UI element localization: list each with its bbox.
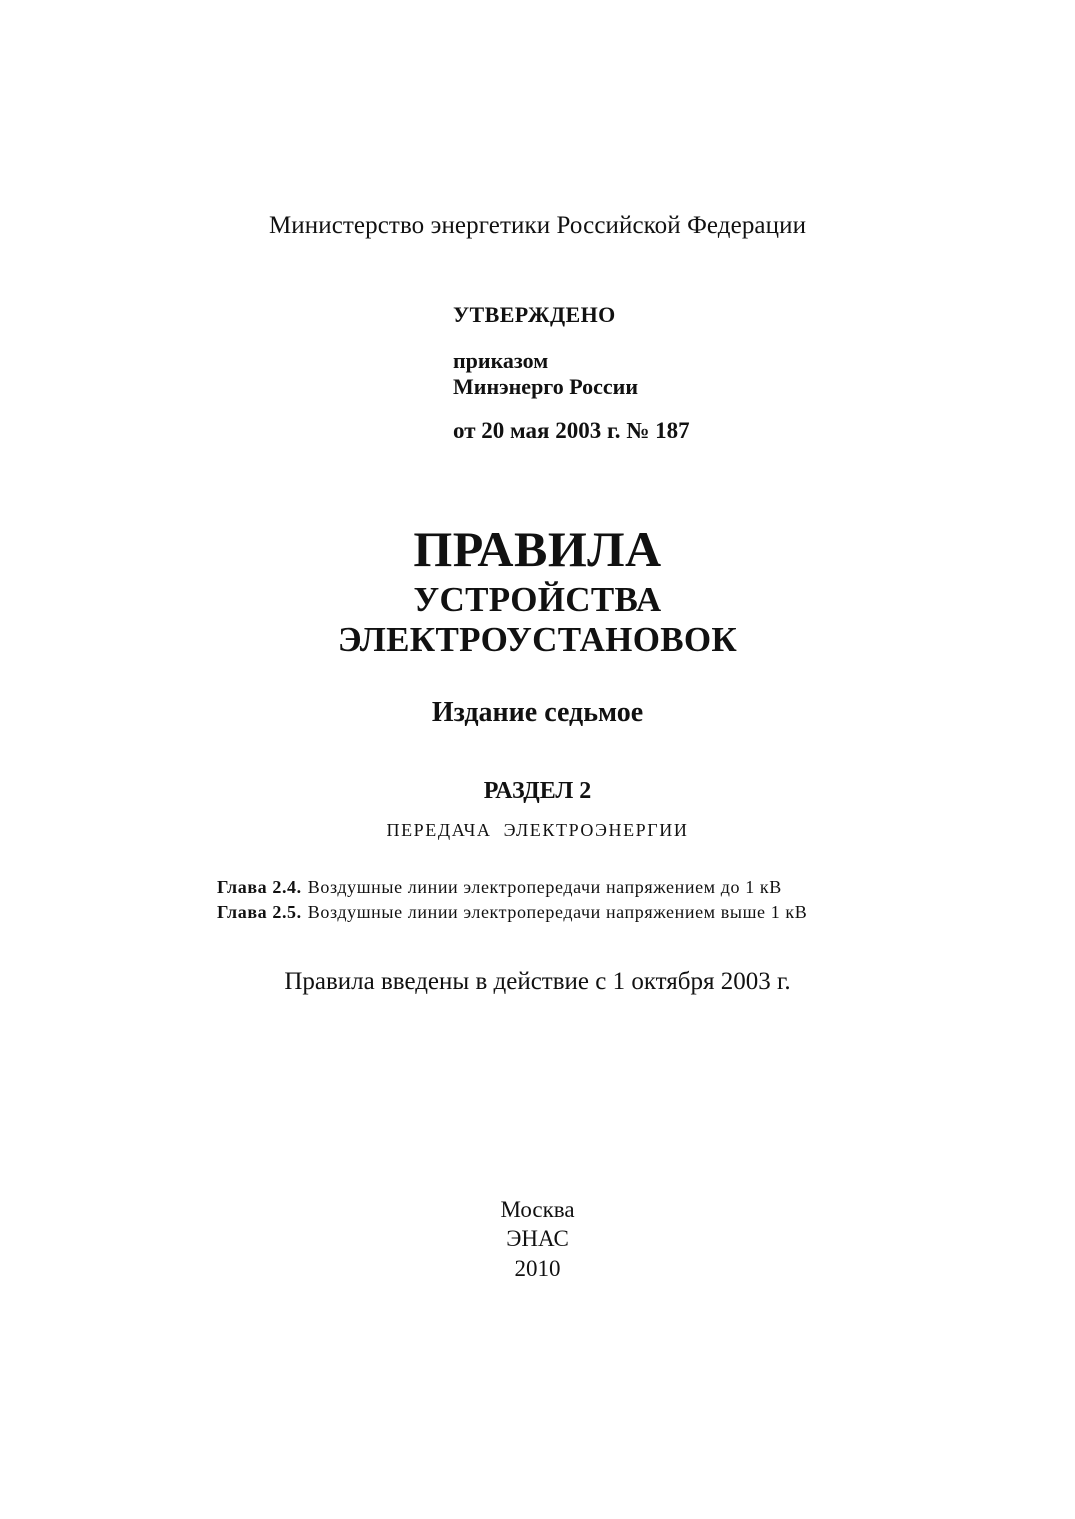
publication-city: Москва — [500, 1197, 575, 1222]
section-name: ПЕРЕДАЧА ЭЛЕКТРОЭНЕРГИИ — [386, 820, 689, 840]
chapter-text: Воздушные линии электропередачи напряжением выше 1 кВ — [307, 902, 808, 922]
chapter-text: Воздушные линии электропередачи напряжением до 1 кВ — [307, 877, 782, 897]
ministry-name: Министерство энергетики Российской Федерации — [268, 212, 807, 239]
approval-title: УТВЕРЖДЕНО — [453, 302, 616, 327]
chapter-number: Глава 2.4. — [217, 877, 302, 897]
effective-date: Правила введены в действие с 1 октября 2003 г. — [284, 968, 791, 995]
chapter-list — [217, 875, 807, 925]
document-title: ПРАВИЛА — [413, 521, 662, 577]
approval-block — [453, 302, 690, 444]
edition-label: Издание седьмое — [431, 697, 644, 728]
chapter-item — [217, 875, 807, 900]
chapter-number: Глава 2.5. — [217, 902, 302, 922]
publisher-name: ЭНАС — [506, 1226, 569, 1251]
document-subtitle-1: УСТРОЙСТВА — [413, 580, 662, 619]
chapter-item — [217, 900, 807, 925]
document-subtitle-2: ЭЛЕКТРОУСТАНОВОК — [337, 620, 738, 659]
approval-order-date: от 20 мая 2003 г. № 187 — [453, 418, 690, 443]
approval-order-line1: приказом — [453, 348, 549, 373]
approval-order-line2: Минэнерго России — [453, 374, 639, 399]
section-number: РАЗДЕЛ 2 — [483, 778, 592, 804]
publication-year: 2010 — [514, 1256, 561, 1281]
